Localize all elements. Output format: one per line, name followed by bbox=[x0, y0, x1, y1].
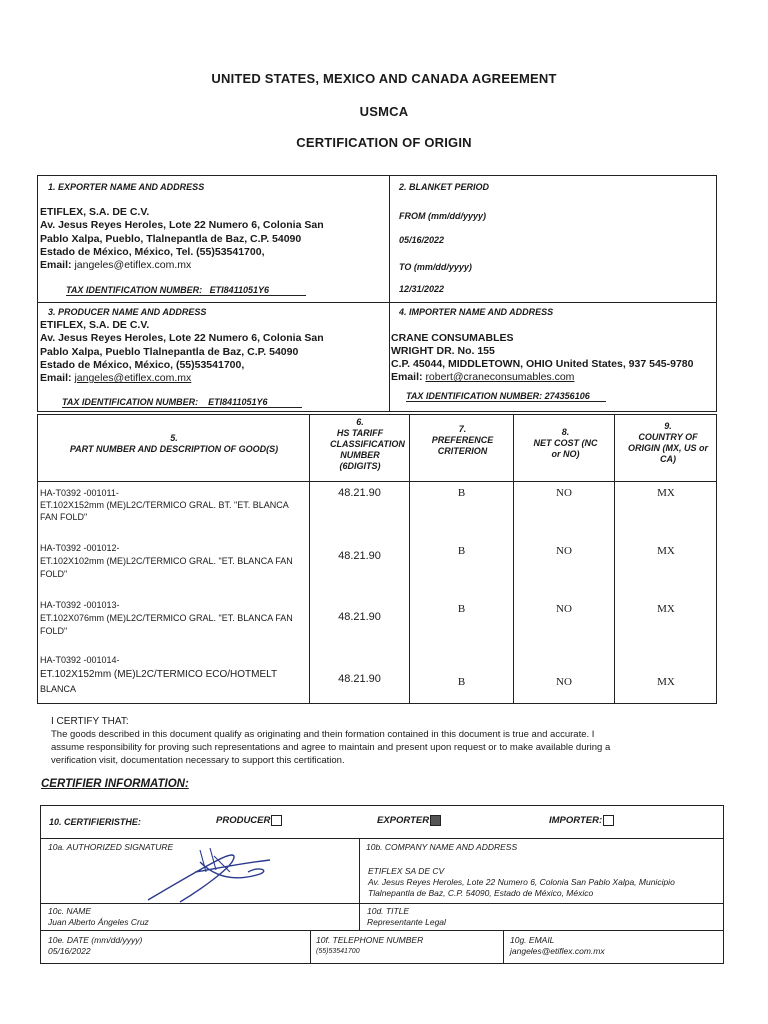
title-value: Representante Legal bbox=[367, 917, 446, 927]
exporter-checkbox[interactable] bbox=[430, 815, 441, 826]
phone-label: 10f. TELEPHONE NUMBER bbox=[316, 935, 424, 945]
blanket-to-label: TO (mm/dd/yyyy) bbox=[399, 262, 472, 272]
producer-address-1: Av. Jesus Reyes Heroles, Lote 22 Numero 6, Colonia San bbox=[40, 332, 324, 344]
importer-label: 4. IMPORTER NAME AND ADDRESS bbox=[399, 307, 554, 317]
signature-graphic bbox=[140, 842, 300, 912]
certifier-is-label: 10. CERTIFIERISTHE: bbox=[49, 817, 141, 827]
country-of-origin: MX bbox=[657, 487, 675, 499]
certify-line-2: assume responsibility for proving such representations and agree to maintain and present upon request or to make available during a bbox=[51, 742, 611, 753]
certify-line-3: verification visit, documentation necessary to support this certification. bbox=[51, 755, 345, 766]
exporter-tax-row: TAX IDENTIFICATION NUMBER: ETI8411051Y6 bbox=[66, 285, 306, 296]
part-number: HA-T0392 -001014- bbox=[40, 655, 120, 665]
col9-header: 9. COUNTRY OF ORIGIN (MX, US or CA) bbox=[628, 421, 709, 464]
importer-email: Email: robert@craneconsumables.com bbox=[391, 371, 575, 383]
document-title: UNITED STATES, MEXICO AND CANADA AGREEMENT bbox=[211, 71, 557, 86]
date-value: 05/16/2022 bbox=[48, 946, 91, 956]
certify-heading: I CERTIFY THAT: bbox=[51, 716, 129, 727]
net-cost: NO bbox=[556, 487, 572, 499]
col7-header: 7. PREFERENCE CRITERION bbox=[431, 424, 494, 456]
producer-tax-row: TAX IDENTIFICATION NUMBER: ETI8411051Y6 bbox=[62, 397, 302, 408]
country-of-origin: MX bbox=[657, 676, 675, 688]
blanket-from-date: 05/16/2022 bbox=[399, 235, 445, 245]
importer-address-1: WRIGHT DR. No. 155 bbox=[391, 345, 495, 357]
goods-col-divider-4 bbox=[614, 414, 615, 704]
exporter-option[interactable]: EXPORTER bbox=[377, 815, 441, 826]
goods-col-divider-3 bbox=[513, 414, 514, 704]
preference-criterion: B bbox=[457, 545, 466, 557]
exporter-address-1: Av. Jesus Reyes Heroles, Lote 22 Numero 6, Colonia San bbox=[40, 219, 324, 231]
certify-line-1: The goods described in this document qualify as originating and thein formation contained in this document is true and accurate. I bbox=[51, 729, 595, 740]
document-acronym: USMCA bbox=[359, 104, 409, 119]
part-description: ET.102X152mm (ME)L2C/TERMICO GRAL. BT. "ET. BLANCA bbox=[40, 500, 289, 510]
importer-checkbox[interactable] bbox=[603, 815, 614, 826]
company-label: 10b. COMPANY NAME AND ADDRESS bbox=[366, 842, 518, 852]
signature-label: 10a. AUTHORIZED SIGNATURE bbox=[48, 842, 174, 852]
producer-checkbox[interactable] bbox=[271, 815, 282, 826]
company-address-1: Av. Jesus Reyes Heroles, Lote 22 Numero 6, Colonia San Pablo Xalpa, Municipio bbox=[368, 877, 675, 887]
document-subtitle: CERTIFICATION OF ORIGIN bbox=[296, 135, 472, 150]
exporter-email: Email: jangeles@etiflex.com.mx bbox=[40, 259, 192, 271]
producer-option[interactable]: PRODUCER bbox=[216, 815, 282, 826]
part-number: HA-T0392 -001012- bbox=[40, 543, 120, 553]
parties-row-divider bbox=[37, 302, 717, 303]
parties-divider bbox=[389, 175, 390, 412]
hs-number: 48.21.90 bbox=[338, 673, 381, 685]
producer-label: 3. PRODUCER NAME AND ADDRESS bbox=[48, 307, 207, 317]
exporter-label: 1. EXPORTER NAME AND ADDRESS bbox=[48, 182, 205, 192]
net-cost: NO bbox=[556, 676, 572, 688]
net-cost: NO bbox=[556, 603, 572, 615]
certifier-divider-v3 bbox=[503, 930, 504, 964]
company-address-2: Tlalnepantla de Baz, C.P. 54090, Estado de México, México bbox=[368, 888, 594, 898]
goods-header-divider bbox=[37, 481, 717, 482]
country-of-origin: MX bbox=[657, 545, 675, 557]
blanket-from-label: FROM (mm/dd/yyyy) bbox=[399, 211, 487, 221]
col6-header: 6. HS TARIFF CLASSIFICATION NUMBER (6DIGITS) bbox=[330, 417, 405, 471]
importer-tax-row: TAX IDENTIFICATION NUMBER: 274356106 bbox=[406, 391, 606, 402]
company-name: ETIFLEX SA DE CV bbox=[368, 866, 445, 876]
certifier-divider-v2 bbox=[310, 930, 311, 964]
part-number: HA-T0392 -001011- bbox=[40, 488, 119, 498]
blanket-to-date: 12/31/2022 bbox=[399, 284, 445, 294]
goods-col-divider-2 bbox=[409, 414, 410, 704]
certifier-divider-1 bbox=[40, 838, 724, 839]
date-label: 10e. DATE (mm/dd/yyyy) bbox=[48, 935, 143, 945]
exporter-name: ETIFLEX, S.A. DE C.V. bbox=[40, 206, 150, 218]
blanket-label: 2. BLANKET PERIOD bbox=[399, 182, 490, 192]
preference-criterion: B bbox=[457, 603, 466, 615]
producer-email: Email: jangeles@etiflex.com.mx bbox=[40, 372, 192, 384]
preference-criterion: B bbox=[457, 676, 466, 688]
part-description-cont: FOLD" bbox=[40, 569, 68, 579]
part-number: HA-T0392 -001013- bbox=[40, 600, 120, 610]
certifier-divider-v1 bbox=[359, 838, 360, 930]
email-value: jangeles@etiflex.com.mx bbox=[510, 946, 605, 956]
col5-header: 5. PART NUMBER AND DESCRIPTION OF GOOD(S) bbox=[69, 433, 279, 454]
exporter-address-2: Pablo Xalpa, Pueblo, Tlalnepantla de Baz, C.P. 54090 bbox=[40, 233, 302, 245]
importer-name: CRANE CONSUMABLES bbox=[391, 332, 514, 344]
name-value: Juan Alberto Ángeles Cruz bbox=[48, 917, 149, 927]
certifier-divider-3 bbox=[40, 930, 724, 931]
name-label: 10c. NAME bbox=[48, 906, 91, 916]
part-description-cont: FAN FOLD" bbox=[40, 512, 88, 522]
country-of-origin: MX bbox=[657, 603, 675, 615]
part-description-cont: BLANCA bbox=[40, 684, 77, 694]
part-description: ET.102X076mm (ME)L2C/TERMICO GRAL. "ET. BLANCA FAN bbox=[40, 613, 293, 623]
col8-header: 8. NET COST (NC or NO) bbox=[533, 427, 598, 459]
hs-number: 48.21.90 bbox=[338, 487, 381, 499]
producer-name: ETIFLEX, S.A. DE C.V. bbox=[40, 319, 150, 331]
hs-number: 48.21.90 bbox=[338, 550, 381, 562]
title-label: 10d. TITLE bbox=[367, 906, 410, 916]
producer-address-2: Pablo Xalpa, Pueblo Tlalnepantla de Baz, C.P. 54090 bbox=[40, 346, 299, 358]
phone-value: (55)53541700 bbox=[316, 948, 360, 955]
exporter-address-3: Estado de México, México, Tel. (55)53541700, bbox=[40, 246, 265, 258]
importer-option[interactable]: IMPORTER: bbox=[549, 815, 614, 826]
certifier-section-title: CERTIFIER INFORMATION: bbox=[41, 778, 189, 790]
net-cost: NO bbox=[556, 545, 572, 557]
producer-address-3: Estado de México, México, (55)53541700, bbox=[40, 359, 245, 371]
part-description-cont: FOLD" bbox=[40, 626, 68, 636]
email-label: 10g. EMAIL bbox=[510, 935, 555, 945]
part-description: ET.102X152mm (ME)L2C/TERMICO ECO/HOTMELT bbox=[40, 669, 278, 680]
importer-address-2: C.P. 45044, MIDDLETOWN, OHIO United States, 937 545-9780 bbox=[391, 358, 694, 370]
preference-criterion: B bbox=[457, 487, 466, 499]
hs-number: 48.21.90 bbox=[338, 611, 381, 623]
part-description: ET.102X102mm (ME)L2C/TERMICO GRAL. "ET. BLANCA FAN bbox=[40, 556, 293, 566]
